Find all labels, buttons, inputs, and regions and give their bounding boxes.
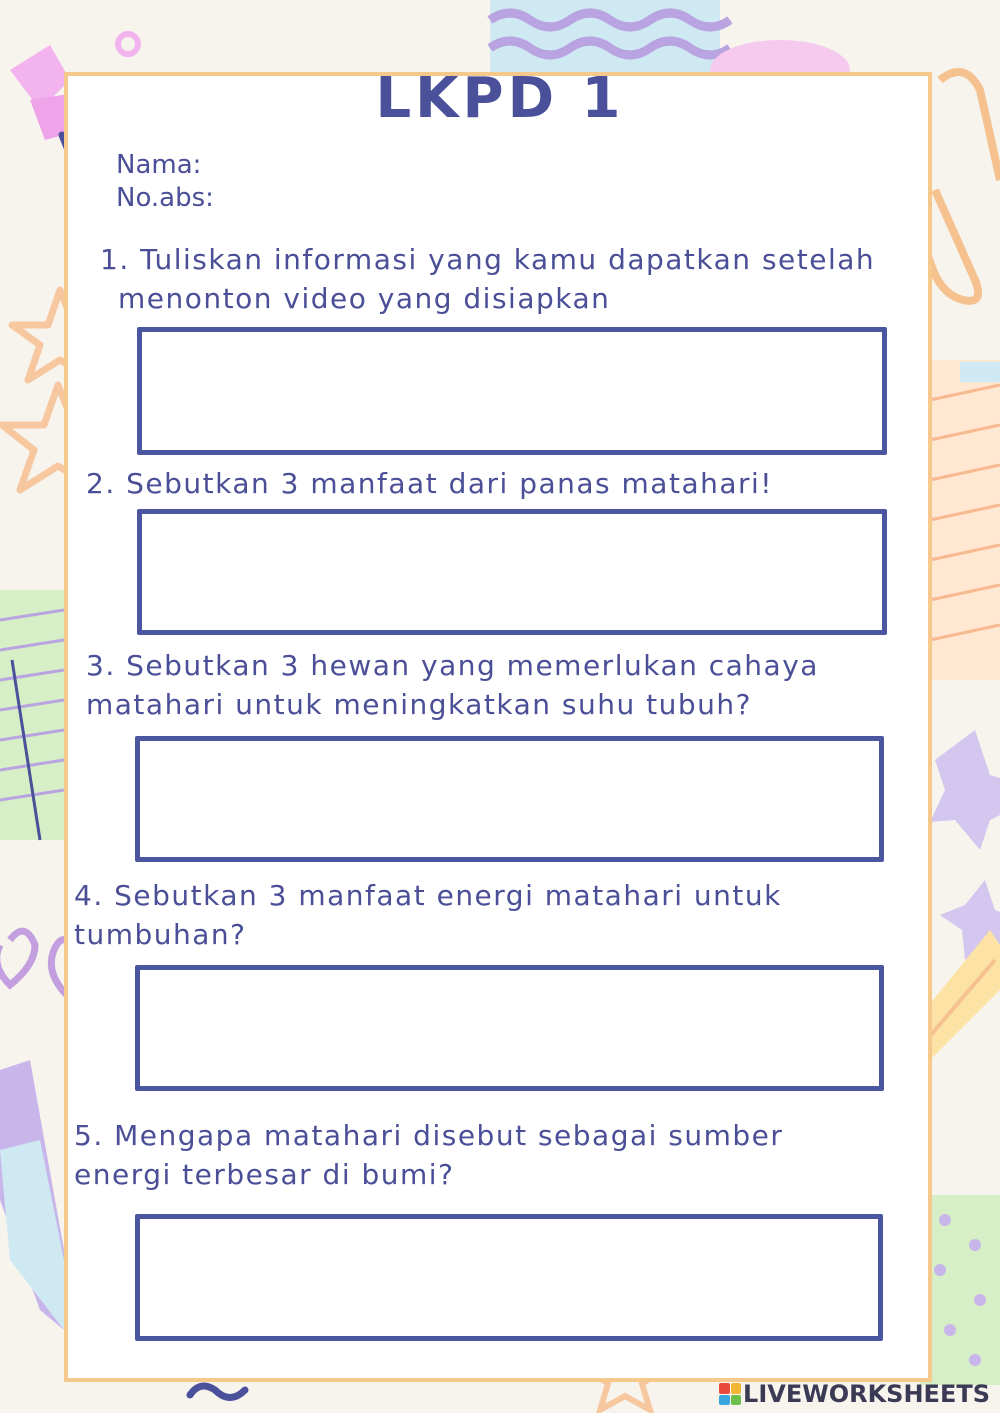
absence-number-label: No.abs:	[116, 183, 214, 213]
question-3	[86, 646, 819, 724]
purple-star-icon	[930, 730, 1000, 960]
question-1	[100, 240, 875, 318]
answer-box-3[interactable]	[135, 736, 884, 862]
question-1-line-2: menonton video yang disiapkan	[118, 282, 611, 315]
question-4-line-2: tumbuhan?	[74, 918, 247, 951]
logo-square-2	[731, 1383, 742, 1394]
question-3-line-1: 3. Sebutkan 3 hewan yang memerlukan cahaya	[86, 649, 819, 682]
question-5	[74, 1116, 783, 1194]
name-label: Nama:	[116, 150, 202, 180]
answer-box-5[interactable]	[135, 1214, 883, 1341]
washi-tape-top	[490, 0, 730, 72]
squiggle-decoration	[190, 1386, 245, 1398]
question-5-line-1: 5. Mengapa matahari disebut sebagai sumber	[74, 1119, 784, 1152]
answer-box-2[interactable]	[137, 509, 887, 635]
question-5-line-2: energi terbesar di bumi?	[74, 1158, 455, 1191]
logo-square-3	[719, 1395, 730, 1406]
pen-icon	[0, 1060, 64, 1330]
logo-square-1	[719, 1383, 730, 1394]
notebook-paper-right	[930, 360, 1000, 680]
question-2	[86, 464, 773, 503]
question-2-line-1: 2. Sebutkan 3 manfaat dari panas matahari!	[86, 467, 774, 500]
answer-box-4[interactable]	[135, 965, 884, 1091]
liveworksheets-logo-icon	[719, 1383, 741, 1405]
brand-name: LIVEWORKSHEETS	[743, 1380, 990, 1408]
worksheet-title: LKPD 1	[375, 66, 625, 131]
question-4-line-1: 4. Sebutkan 3 manfaat energi matahari untuk	[74, 879, 782, 912]
question-4	[74, 876, 782, 954]
answer-box-1[interactable]	[137, 327, 887, 455]
question-1-line-1: 1. Tuliskan informasi yang kamu dapatkan setelah	[100, 243, 876, 276]
question-3-line-2: matahari untuk meningkatkan suhu tubuh?	[86, 688, 753, 721]
green-notebook-left	[0, 590, 64, 840]
liveworksheets-brand	[719, 1381, 990, 1407]
washi-tape-bottom-right	[920, 1195, 1000, 1385]
logo-square-4	[731, 1395, 742, 1406]
